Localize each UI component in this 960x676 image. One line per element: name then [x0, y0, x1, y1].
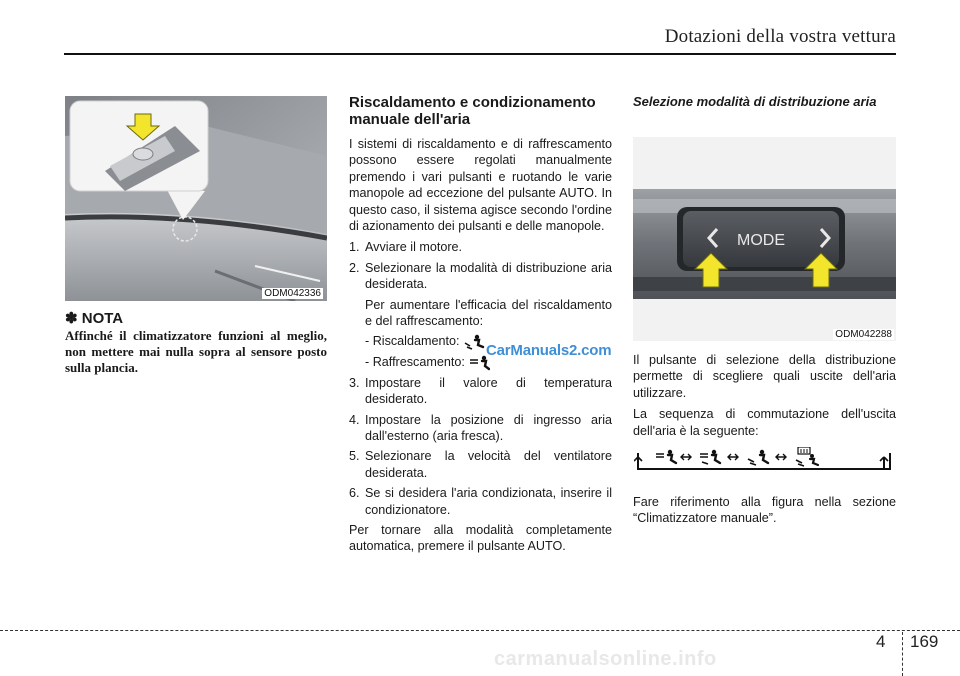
section-title: Selezione modalità di distribuzione aria: [633, 94, 877, 109]
heating-label: - Riscaldamento:: [365, 334, 460, 349]
footer-rule: [0, 630, 960, 631]
list-item: [349, 375, 612, 408]
list-text: Impostare il valore di temperatura desiderato.: [365, 375, 612, 407]
list-item: [349, 485, 612, 518]
list-text: Se si desidera l'aria condizionata, inserire il condizionatore.: [365, 486, 612, 517]
list-text: Avviare il motore.: [365, 240, 463, 255]
figure-code: ODM042288: [835, 329, 892, 340]
floor-vent-icon: [463, 334, 485, 350]
list-item: [349, 239, 612, 255]
mode-button-label: MODE: [737, 232, 785, 249]
figure-code: ODM042336: [264, 288, 321, 299]
paragraph: La sequenza di commutazione dell'uscita dell'aria è la seguente:: [633, 407, 896, 438]
list-number: 3.: [349, 375, 360, 390]
section-intro: I sistemi di riscaldamento e di raffrescamento possono essere regolati manualmente premendo i vari pulsanti e ruotando le varie manopole ad eccezione del pulsante AUTO. In questo caso, il sistema agisce secondo l'ordine di azionamento dei pulsanti e delle manopole.: [349, 137, 612, 234]
floor-vent-icon: [748, 450, 768, 465]
section-outro: Per tornare alla modalità completamente automatica, premere il pulsante AUTO.: [349, 523, 612, 554]
note-title: ✽ NOTA: [65, 310, 124, 327]
mode-selection-footnote: [633, 494, 896, 532]
mode-button-figure: [633, 137, 896, 341]
mode-selection-section: [633, 94, 896, 109]
list-text: Impostare la posizione di ingresso aria dall'esterno (aria fresca).: [365, 412, 612, 444]
section-title: Riscaldamento e condizionamento manuale dell'aria: [349, 94, 596, 128]
list-number: 6.: [349, 486, 360, 501]
double-arrow-icon: [728, 454, 738, 460]
dashboard-sensor-figure: [65, 96, 327, 301]
cooling-label: - Raffrescamento:: [365, 355, 465, 370]
mode-selection-body: [633, 352, 896, 444]
footer-divider: [902, 632, 903, 676]
mode-sequence-diagram: [634, 447, 896, 473]
list-number: 4.: [349, 412, 360, 427]
floor-defrost-vent-icon: [796, 447, 818, 466]
list-text: Selezionare la modalità di distribuzione aria desiderata.: [365, 260, 612, 292]
footer-watermark: carmanualsonline.info: [494, 648, 717, 670]
page-number: 169: [910, 632, 939, 651]
list-number: 2.: [349, 260, 360, 275]
paragraph: Fare riferimento alla figura nella sezione “Climatizzatore manuale”.: [633, 495, 896, 526]
list-item: [349, 260, 612, 293]
page-header-title: Dotazioni della vostra vettura: [664, 26, 896, 47]
list-text: Selezionare la velocità del ventilatore desiderata.: [365, 449, 612, 480]
step-detail: Per aumentare l'efficacia del riscaldamento e del raffrescamento:: [365, 297, 612, 329]
mode-button-illustration: [633, 137, 896, 341]
double-arrow-icon: [776, 454, 786, 460]
manual-climate-section: [349, 94, 612, 560]
face-vent-icon: [656, 450, 676, 463]
header-rule: [64, 53, 896, 55]
list-item: [349, 448, 612, 481]
paragraph: Il pulsante di selezione della distribuzione permette di scegliere quali uscite dell'aria utilizzare.: [633, 353, 896, 400]
note-body: Affinché il climatizzatore funzioni al meglio, non mettere mai nulla sopra al sensore posto sulla plancia.: [65, 328, 327, 375]
list-number: 5.: [349, 449, 360, 464]
chapter-number: 4: [876, 632, 886, 651]
dashboard-sensor-illustration: [65, 96, 327, 301]
list-number: 1.: [349, 240, 360, 255]
bi-level-vent-icon: [700, 450, 720, 464]
double-arrow-icon: [681, 454, 691, 460]
watermark-text: CarManuals2.com: [486, 342, 612, 359]
mode-sequence-illustration: [634, 447, 896, 473]
list-item: [349, 412, 612, 445]
